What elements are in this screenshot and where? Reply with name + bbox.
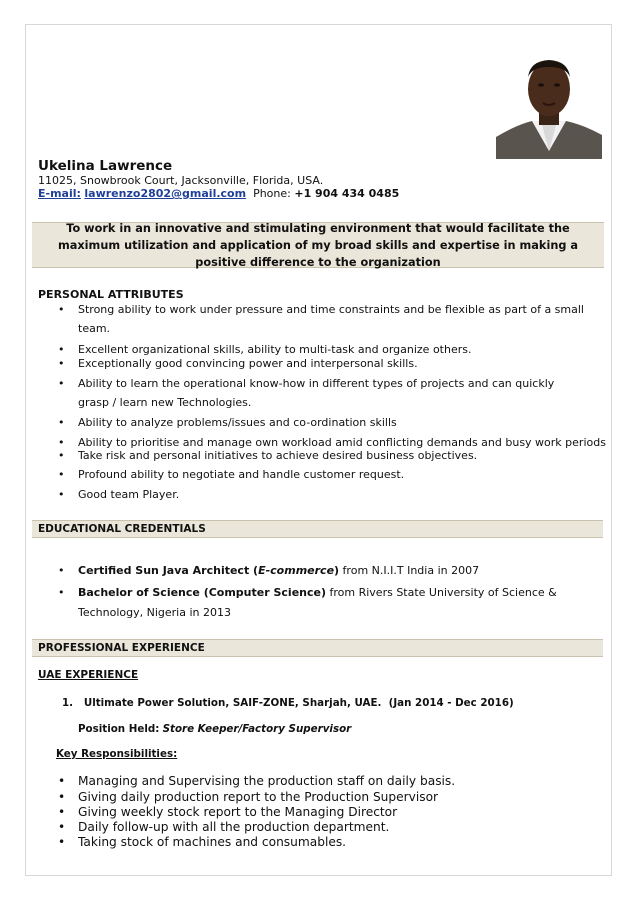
- list-item: • Managing and Supervising the production staff on daily basis.: [56, 774, 455, 790]
- education-heading-band: EDUCATIONAL CREDENTIALS: [32, 520, 603, 538]
- list-item: • Bachelor of Science (Computer Science) from Rivers State University of Science &: [56, 586, 557, 606]
- list-item: • Ability to prioritise and manage own workload amid conflicting demands and busy work periods: [56, 436, 606, 449]
- list-item-continuation: team.: [78, 322, 111, 335]
- education-list: [56, 564, 557, 624]
- objective-box: To work in an innovative and stimulating environment that would facilitate the maximum utilization and application of my broad skills and expertise in making a positive difference to the organization: [32, 222, 604, 268]
- personal-attributes-heading: PERSONAL ATTRIBUTES: [38, 288, 184, 301]
- personal-attributes-list: [56, 303, 606, 504]
- list-item: • Giving daily production report to the Production Supervisor: [56, 790, 455, 805]
- list-item: • Taking stock of machines and consumables.: [56, 835, 455, 850]
- contact-line: [38, 187, 399, 200]
- phone-label: Phone:: [253, 187, 291, 200]
- position-held: Position Held: Store Keeper/Factory Supervisor: [78, 723, 352, 735]
- key-responsibilities-heading: Key Responsibilities:: [56, 748, 178, 760]
- list-item: • Good team Player.: [56, 488, 606, 504]
- list-item-continuation: grasp / learn new Technologies.: [78, 396, 252, 409]
- list-item: • Profound ability to negotiate and handle customer request.: [56, 468, 606, 488]
- list-item: • Ability to analyze problems/issues and co-ordination skills: [56, 416, 606, 436]
- email-link[interactable]: lawrenzo2802@gmail.com: [84, 187, 247, 200]
- job-entry: 1. Ultimate Power Solution, SAIF-ZONE, Sharjah, UAE. (Jan 2014 - Dec 2016): [62, 697, 514, 709]
- uae-experience-heading: UAE EXPERIENCE: [38, 669, 139, 681]
- profile-photo: [496, 55, 602, 159]
- responsibilities-list: [56, 774, 455, 850]
- list-item: • Giving weekly stock report to the Managing Director: [56, 805, 455, 820]
- list-item: • Exceptionally good convincing power and interpersonal skills.: [56, 357, 606, 377]
- candidate-name: Ukelina Lawrence: [38, 158, 173, 174]
- list-item: • Certified Sun Java Architect (E-commerce) from N.I.I.T India in 2007: [56, 564, 557, 586]
- list-item: • Strong ability to work under pressure and time constraints and be flexible as part of a small: [56, 303, 606, 322]
- email-label: E-mail:: [38, 187, 81, 200]
- list-item-continuation: Technology, Nigeria in 2013: [78, 606, 231, 619]
- list-item: • Take risk and personal initiatives to achieve desired business objectives.: [56, 449, 606, 468]
- address: 11025, Snowbrook Court, Jacksonville, Florida, USA.: [38, 174, 324, 187]
- list-item: • Ability to learn the operational know-how in different types of projects and can quickly: [56, 377, 606, 396]
- list-item: • Daily follow-up with all the production department.: [56, 820, 455, 835]
- list-item: • Excellent organizational skills, ability to multi-task and organize others.: [56, 343, 606, 357]
- phone-number: +1 904 434 0485: [294, 187, 400, 200]
- experience-heading-band: PROFESSIONAL EXPERIENCE: [32, 639, 603, 657]
